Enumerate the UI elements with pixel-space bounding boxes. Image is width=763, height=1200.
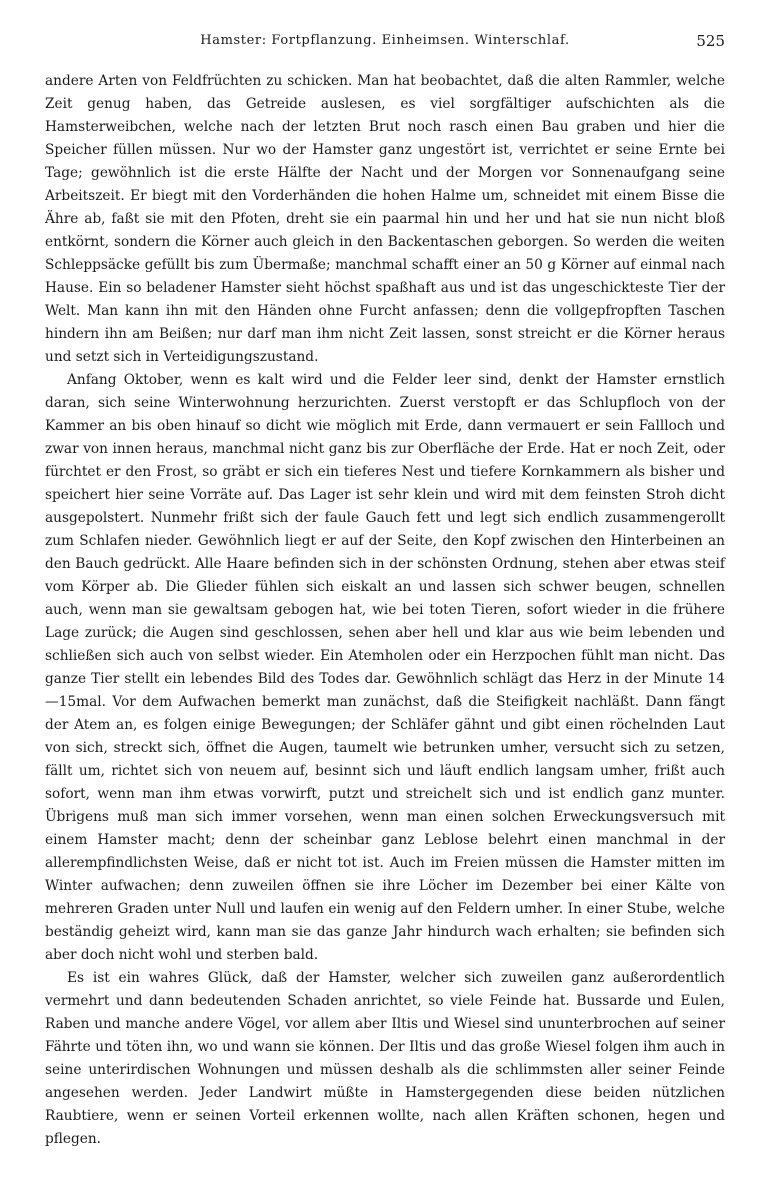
- page-header: [45, 33, 725, 57]
- body-text: [45, 70, 725, 1151]
- paragraph-enemies: Es ist ein wahres Glück, daß der Hamster, welcher sich zuweilen ganz außerordentlich vermehrt und dann bedeutenden Schaden anrichtet, so viele Feinde hat. Bussarde und Eulen, Raben und manche andere Vögel, vor allem aber Iltis und Wiesel sind ununterbrochen auf seiner Fährte und töten ihn, wo und wann sie können. Der Iltis und das große Wiesel folgen ihm auch in seine unterirdischen Wohnungen und müssen deshalb als die schlimmsten aller seiner Feinde angesehen werden. Jeder Landwirt müßte in Hamstergegenden diese beiden nützlichen Raubtiere, wenn er seinen Vorteil erkennen wollte, nach allen Kräften schonen, hegen und pflegen.: [45, 970, 725, 1147]
- running-head: Hamster: Fortpflanzung. Einheimsen. Winterschlaf.: [200, 33, 570, 48]
- page-number: 525: [696, 32, 725, 50]
- paragraph-harvest: andere Arten von Feldfrüchten zu schicken. Man hat beobachtet, daß die alten Rammler, welche Zeit genug haben, das Getreide auslesen, es viel sorgfältiger aufschichten als die Hamsterweibchen, welche nach der letzten Brut noch rasch einen Bau graben und hier die Speicher füllen müssen. Nur wo der Hamster ganz ungestört ist, verrichtet er seine Ernte bei Tage; gewöhnlich ist die erste Hälfte der Nacht und der Morgen vor Sonnenaufgang seine Arbeitszeit. Er biegt mit den Vorderhänden die hohen Halme um, schneidet mit einem Bisse die Ähre ab, faßt sie mit den Pfoten, dreht sie ein paarmal hin und her und hat sie nun nicht bloß entkörnt, sondern die Körner auch gleich in den Backentaschen geborgen. So werden die weiten Schleppsäcke gefüllt bis zum Übermaße; manchmal schafft einer an 50 g Körner auf einmal nach Hause. Ein so beladener Hamster sieht höchst spaßhaft aus und ist das ungeschickteste Tier der Welt. Man kann ihn mit den Händen ohne Furcht anfassen; denn die vollgepfropften Taschen hindern ihn am Beißen; nur darf man ihm nicht Zeit lassen, sonst streicht er die Körner heraus und setzt sich in Verteidigungszustand.: [45, 73, 725, 365]
- paragraph-hibernation: Anfang Oktober, wenn es kalt wird und die Felder leer sind, denkt der Hamster ernstlich daran, sich seine Winterwohnung herzurichten. Zuerst verstopft er das Schlupfloch von der Kammer an bis oben hinauf so dicht wie möglich mit Erde, dann vermauert er sein Fallloch und zwar von innen heraus, manchmal nicht ganz bis zur Oberfläche der Erde. Hat er noch Zeit, oder fürchtet er den Frost, so gräbt er sich ein tieferes Nest und tiefere Kornkammern als bisher und speichert hier seine Vorräte auf. Das Lager ist sehr klein und wird mit dem feinsten Stroh dicht ausgepolstert. Nunmehr frißt sich der faule Gauch fett und legt sich endlich zusammengerollt zum Schlafen nieder. Gewöhnlich liegt er auf der Seite, den Kopf zwischen den Hinterbeinen an den Bauch gedrückt. Alle Haare befinden sich in der schönsten Ordnung, stehen aber etwas steif vom Körper ab. Die Glieder fühlen sich eiskalt an und lassen sich schwer beugen, schnellen auch, wenn man sie gewaltsam gebogen hat, wie bei toten Tieren, sofort wieder in die frühere Lage zurück; die Augen sind geschlossen, sehen aber hell und klar aus wie beim lebenden und schließen sich auch von selbst wieder. Ein Atemholen oder ein Herzpochen fühlt man nicht. Das ganze Tier stellt ein lebendes Bild des Todes dar. Gewöhnlich schlägt das Herz in der Minute 14—15mal. Vor dem Aufwachen bemerkt man zunächst, daß die Steifigkeit nachläßt. Dann fängt der Atem an, es folgen einige Bewegungen; der Schläfer gähnt und gibt einen röchelnden Laut von sich, streckt sich, öffnet die Augen, taumelt wie betrunken umher, versucht sich zu setzen, fällt um, richtet sich von neuem auf, besinnt sich und läuft endlich langsam umher, frißt auch sofort, wenn man ihm etwas vorwirft, putzt und streichelt sich und ist endlich ganz munter. Übrigens muß man sich immer vorsehen, wenn man einen solchen Erweckungsversuch mit einem Hamster macht; denn der scheinbar ganz Leblose belehrt einen manchmal in der allerempfindlichsten Weise, daß er nicht tot ist. Auch im Freien müssen die Hamster mitten im Winter aufwachen; denn zuweilen öffnen sie ihre Löcher im Dezember bei einer Kälte von mehreren Graden unter Null und laufen ein wenig auf den Feldern umher. In einer Stube, welche beständig geheizt wird, kann man sie das ganze Jahr hindurch wach erhalten; sie befinden sich aber doch nicht wohl und sterben bald.: [45, 372, 725, 963]
